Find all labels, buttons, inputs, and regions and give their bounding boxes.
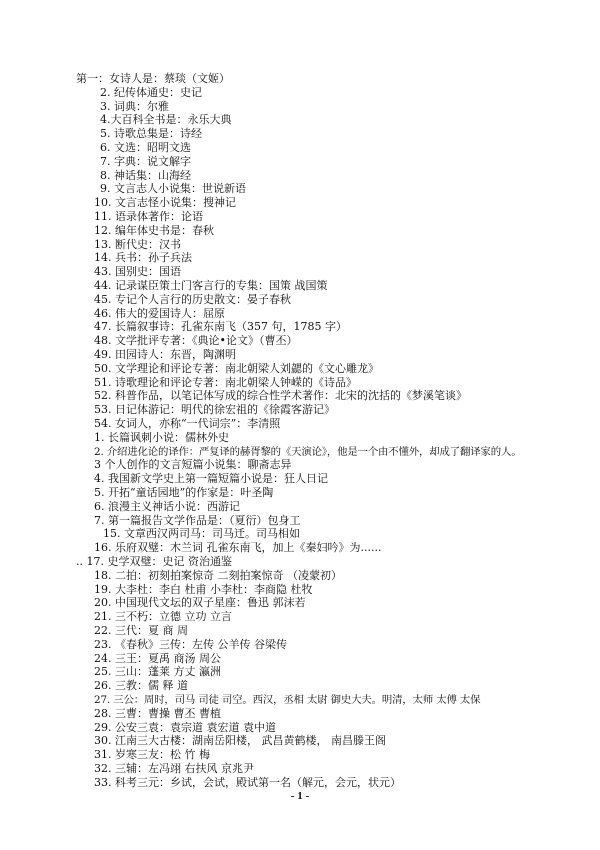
text-line: 32. 三辅：左冯翊 右扶风 京兆尹: [94, 762, 254, 775]
text-line: 1. 长篇讽刺小说：儒林外史: [94, 430, 229, 444]
text-line: 16. 乐府双璧：木兰词 孔雀东南飞，加上《秦妇吟》为......: [94, 541, 382, 555]
text-line: 第一：女诗人是：蔡琰（文姬）: [76, 72, 230, 85]
text-line: 25. 三山：蓬莱 方丈 瀛洲: [94, 665, 221, 679]
text-line: 14. 兵书：孙子兵法: [94, 251, 192, 265]
text-line: 50. 文学理论和评论专著：南北朝梁人刘勰的《文心雕龙》: [94, 361, 379, 375]
text-line: 10. 文言志怪小说集：搜神记: [94, 196, 236, 210]
text-line: 53. 日记体游记：明代的徐宏祖的《徐霞客游记》: [94, 403, 335, 417]
text-line: 7. 字典：说文解字: [100, 154, 191, 168]
text-line: 7. 第一篇报告文学作品是：（夏衍）包身工: [94, 513, 301, 527]
text-line: 21. 三不朽：立德 立功 立言: [94, 610, 232, 624]
text-line: 2. 介绍进化论的译作：严复译的赫胥黎的《天演论》，他是一个由不懂外，却成了翻译家的人。: [94, 445, 522, 458]
text-line: 3. 词典：尔雅: [100, 99, 169, 113]
text-line: 4.大百科全书是：永乐大典: [100, 113, 232, 127]
text-line: 9. 文言志人小说集：世说新语: [100, 182, 246, 196]
text-line: 5. 开拓“童话园地”的作家是：叶圣陶: [94, 486, 274, 499]
text-line: 3 个人创作的文言短篇小说集：聊斋志异: [94, 458, 292, 472]
text-line: 2. 纪传体通史：史记: [100, 85, 202, 99]
page-number: - 1 -: [290, 790, 310, 802]
text-line: 5. 诗歌总集是：诗经: [100, 127, 202, 141]
text-line: 28. 三曹：曹操 曹丕 曹植: [94, 706, 221, 720]
text-line: 19. 大李杜：李白 杜甫 小李杜：李商隐 杜牧: [94, 582, 313, 596]
text-line: 47. 长篇叙事诗：孔雀东南飞（357 句，1785 字）: [94, 320, 347, 334]
text-line: 22. 三代：夏 商 周: [94, 624, 188, 637]
text-line: 27. 三公：周时，司马 司徒 司空。西汉，丞相 太尉 御史大夫。明清，太师 太傅 太保: [94, 694, 481, 706]
text-line: 26. 三教：儒 释 道: [94, 679, 188, 693]
text-line: 48. 文学批评专著：《典论•论文》（曹丕）: [94, 334, 298, 348]
text-line: 31. 岁寒三友：松 竹 梅: [94, 748, 210, 762]
text-line: 46. 伟大的爱国诗人：屈原: [94, 306, 225, 320]
text-line: 29. 公安三袁：袁宗道 袁宏道 袁中道: [94, 720, 276, 734]
text-line: 4. 我国新文学史上第一篇短篇小说是：狂人日记: [94, 472, 328, 486]
text-line: 52. 科普作品，以笔记体写成的综合性学术著作：北宋的沈括的《梦溪笔谈》: [94, 389, 467, 403]
text-line: .. 17. 史学双璧：史记 资治通鉴: [76, 555, 232, 568]
text-line: 30. 江南三大古楼：湖南岳阳楼， 武昌黄鹤楼， 南昌滕王阁: [94, 734, 386, 748]
text-line: 15. 文章西汉两司马：司马迁。司马相如: [103, 527, 300, 541]
text-line: 13. 断代史：汉书: [94, 237, 181, 251]
text-line: 20. 中国现代文坛的双子星座：鲁迅 郭沫若: [94, 596, 306, 610]
text-line: 54. 女词人，亦称“一代词宗”：李清照: [94, 417, 281, 430]
text-line: 18. 二拍：初刻拍案惊奇 二刻拍案惊奇 （凌蒙初）: [94, 568, 342, 582]
text-line: 51. 诗歌理论和评论专著：南北朝梁人钟嵘的《诗品》: [94, 375, 357, 389]
text-line: 43. 国别史：国语: [94, 265, 181, 279]
text-line: 23. 《春秋》三传：左传 公羊传 谷梁传: [94, 637, 287, 651]
text-line: 49. 田园诗人：东晋，陶渊明: [94, 348, 236, 361]
text-line: 24. 三王：夏禹 商汤 周公: [94, 651, 221, 665]
text-line: 11. 语录体著作：论语: [94, 210, 203, 223]
text-line: 44. 记录谋臣策士门客言行的专集：国策 战国策: [94, 279, 328, 292]
text-line: 6. 浪漫主义神话小说：西游记: [94, 499, 240, 513]
text-line: 45. 专记个人言行的历史散文：晏子春秋: [94, 292, 291, 306]
text-line: 12. 编年体史书是：春秋: [94, 223, 214, 237]
text-line: 8. 神话集：山海经: [100, 168, 191, 182]
text-line: 33. 科考三元：乡试，会试，殿试第一名（解元，会元，状元）: [94, 775, 401, 789]
text-line: 6. 文选：昭明文选: [100, 141, 191, 154]
